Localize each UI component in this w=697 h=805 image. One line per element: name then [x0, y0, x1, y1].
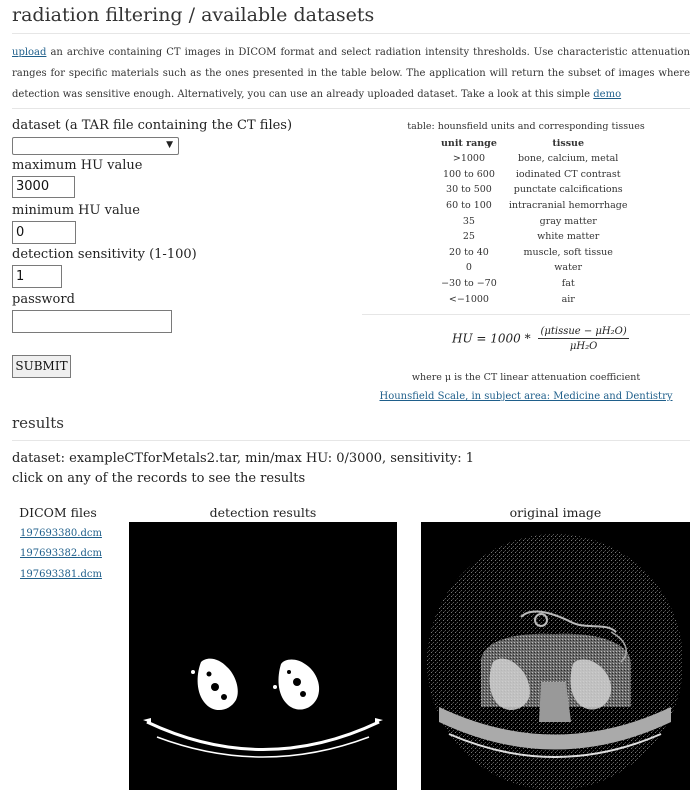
table-caption: table: hounsfield units and corresponding tissues [407, 121, 645, 132]
hounsfield-reference-link[interactable]: Hounsfield Scale, in subject area: Medicine and Dentistry [379, 391, 673, 402]
detection-result-image[interactable] [129, 522, 397, 790]
table-cell: −30 to −70 [441, 278, 497, 290]
table-cell: water [554, 262, 583, 274]
table-cell: punctate calcifications [513, 184, 623, 196]
table-cell: white matter [537, 231, 600, 243]
chevron-down-icon: ▼ [166, 140, 173, 150]
table-cell: iodinated CT contrast [515, 168, 621, 180]
dicom-file-link[interactable]: 197693382.dcm [20, 548, 102, 559]
password-input[interactable] [12, 310, 172, 333]
dataset-select[interactable] [12, 137, 179, 155]
table-row [433, 151, 632, 167]
divider [362, 314, 690, 315]
page-title: radiation filtering / available datasets [12, 4, 375, 26]
table-header: unit range [441, 137, 497, 149]
table-cell: 0 [465, 262, 472, 274]
max-hu-label: maximum HU value [12, 158, 143, 173]
upload-link[interactable]: upload [12, 47, 47, 58]
detection-results-heading: detection results [209, 505, 317, 520]
detection-mask-graphic [129, 522, 397, 790]
results-hint: click on any of the records to see the results [12, 471, 306, 486]
sensitivity-label: detection sensitivity (1-100) [12, 247, 197, 262]
dicom-file-link[interactable]: 197693381.dcm [20, 569, 102, 580]
table-row [433, 260, 632, 276]
table-row [433, 276, 632, 292]
sensitivity-input[interactable]: 1 [12, 265, 62, 288]
table-row [433, 229, 632, 245]
formula-numerator: (μtissue − μH₂O) [540, 326, 627, 337]
table-header: tissue [552, 137, 585, 149]
min-hu-input[interactable]: 0 [12, 221, 76, 244]
intro-text [12, 42, 690, 105]
original-image-heading: original image [509, 505, 602, 520]
original-ct-image[interactable] [421, 522, 690, 790]
intro-body: an archive containing CT images in DICOM format and select radiation intensity thresholds. Use characteristic attenuation ranges for specific materials such as the ones presented in the table below. The application will return the subset of images where detection was sensitive enough. Alternatively, you can use an already uploaded dataset. Take a look at this simple [12, 47, 690, 100]
formula-denominator: μH₂O [569, 341, 598, 352]
demo-link[interactable]: demo [593, 89, 622, 100]
table-cell: >1000 [452, 153, 485, 165]
divider [12, 440, 690, 441]
table-cell: 30 to 500 [446, 184, 492, 196]
where-note: where μ is the CT linear attenuation coefficient [411, 372, 641, 383]
table-row [433, 167, 632, 183]
dicom-file-link[interactable]: 197693380.dcm [20, 528, 102, 539]
table-cell: gray matter [539, 215, 597, 227]
password-label: password [12, 292, 75, 307]
table-row [433, 291, 632, 307]
results-heading: results [12, 414, 64, 432]
table-cell: 100 to 600 [443, 168, 495, 180]
table-cell: 35 [462, 215, 475, 227]
divider [12, 33, 690, 34]
hu-table [433, 135, 632, 307]
max-hu-input[interactable]: 3000 [12, 176, 75, 198]
ct-scan-graphic [421, 522, 690, 790]
table-cell: air [561, 293, 575, 305]
table-cell: 60 to 100 [446, 200, 492, 212]
table-cell: 25 [462, 231, 475, 243]
table-row [433, 213, 632, 229]
table-row [433, 182, 632, 198]
table-cell: intracranial hemorrhage [508, 200, 628, 212]
min-hu-label: minimum HU value [12, 203, 140, 218]
results-summary: dataset: exampleCTforMetals2.tar, min/max HU: 0/3000, sensitivity: 1 [12, 451, 475, 466]
table-cell: <−1000 [448, 293, 489, 305]
table-row [433, 245, 632, 261]
hu-formula [452, 326, 629, 352]
table-cell: 20 to 40 [449, 246, 489, 258]
table-row [433, 198, 632, 214]
divider [12, 108, 690, 109]
formula-fraction [538, 326, 628, 352]
table-cell: muscle, soft tissue [523, 246, 613, 258]
table-cell: bone, calcium, metal [518, 153, 619, 165]
dicom-files-heading: DICOM files [19, 505, 97, 520]
submit-button[interactable]: SUBMIT [12, 355, 71, 378]
dataset-label: dataset (a TAR file containing the CT files) [12, 118, 293, 133]
table-cell: fat [561, 278, 575, 290]
formula-lhs: HU = 1000 * [452, 331, 531, 346]
